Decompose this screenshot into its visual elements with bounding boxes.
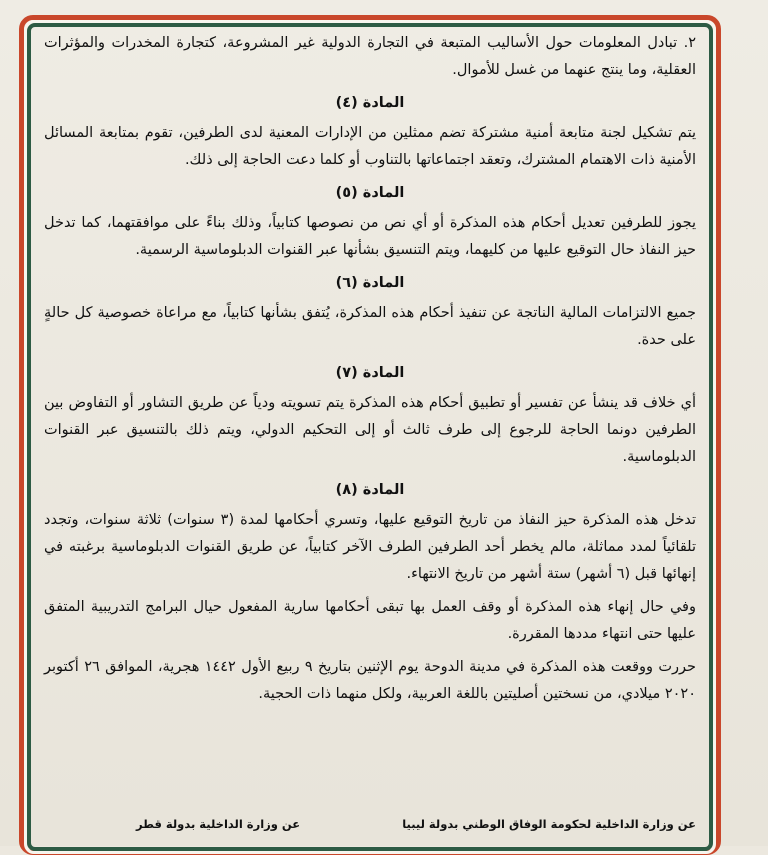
article-6-text: جميع الالتزامات المالية الناتجة عن تنفيذ أحكام هذه المذكرة، يُتفق بشأنها كتابياً، مع مراعاة خصوصية كل حالةٍ على حدة. [44,305,696,348]
clause-item-2: ٢. تبادل المعلومات حول الأساليب المتبعة في التجارة الدولية غير المشروعة، كتجارة المخدرات والمؤثرات العقلية، وما ينتج عنهما من غسل للأموال. [44,35,696,78]
article-7-text: أي خلاف قد ينشأ عن تفسير أو تطبيق أحكام هذه المذكرة يتم تسويته ودياً عن طريق التشاور أو التفاوض بين الطرفين دونما الحاجة للرجوع إلى طرف ثالث أو إلى التحكيم الدولي، ويتم ذلك بالتنسيق عبر القنوات الدبلوماسية. [44,395,696,465]
article-7-heading: المادة (٧) [335,365,405,381]
article-8-text-2: وفي حال إنهاء هذه المذكرة أو وقف العمل بها تبقى أحكامها سارية المفعول حيال البرامج التدريبية المتفق عليها حتى انتهاء مددها المقررة. [44,599,696,642]
signature-qatar: عن وزارة الداخلية بدولة قطر [136,817,301,831]
article-8-heading: المادة (٨) [335,482,405,498]
document-body [44,30,696,708]
article-4-heading: المادة (٤) [335,95,405,111]
article-5-text: يجوز للطرفين تعديل أحكام هذه المذكرة أو أي نص من نصوصها كتابياً، وذلك بناءً على موافقتهما، كما تدخل حيز النفاذ حال التوقيع عليها من كليهما، ويتم التنسيق بشأنها عبر القنوات الدبلوماسية الرسمية. [44,215,696,258]
signature-libya: عن وزارة الداخلية لحكومة الوفاق الوطني بدولة ليبيا [402,817,696,831]
article-8-text-1: تدخل هذه المذكرة حيز النفاذ من تاريخ التوقيع عليها، وتسري أحكامها لمدة (٣ سنوات) ثلاثة سنوات، وتجدد تلقائياً لمدد مماثلة، مالم يخطر أحد الطرفين الطرف الآخر كتابياً، عن طريق القنوات الدبلوماسية برغبته في إنهائها قبل (٦ أشهر) ستة أشهر من تاريخ الانتهاء. [44,512,696,582]
article-4-text: يتم تشكيل لجنة متابعة أمنية مشتركة تضم ممثلين من الإدارات المعنية لدى الطرفين، تقوم بمتابعة المسائل الأمنية ذات الاهتمام المشترك، وتعقد اجتماعاتها بالتناوب أو كلما دعت الحاجة إلى ذلك. [44,125,696,168]
article-5-heading: المادة (٥) [335,185,405,201]
article-6-heading: المادة (٦) [335,275,405,291]
article-8-text-3: حررت ووقعت هذه المذكرة في مدينة الدوحة يوم الإثنين بتاريخ ٩ ربيع الأول ١٤٤٢ هجرية، الموافق ٢٦ أكتوبر ٢٠٢٠ ميلادي، من نسختين أصليتين باللغة العربية، ولكل منهما ذات الحجية. [44,659,696,702]
signature-block [44,817,696,841]
